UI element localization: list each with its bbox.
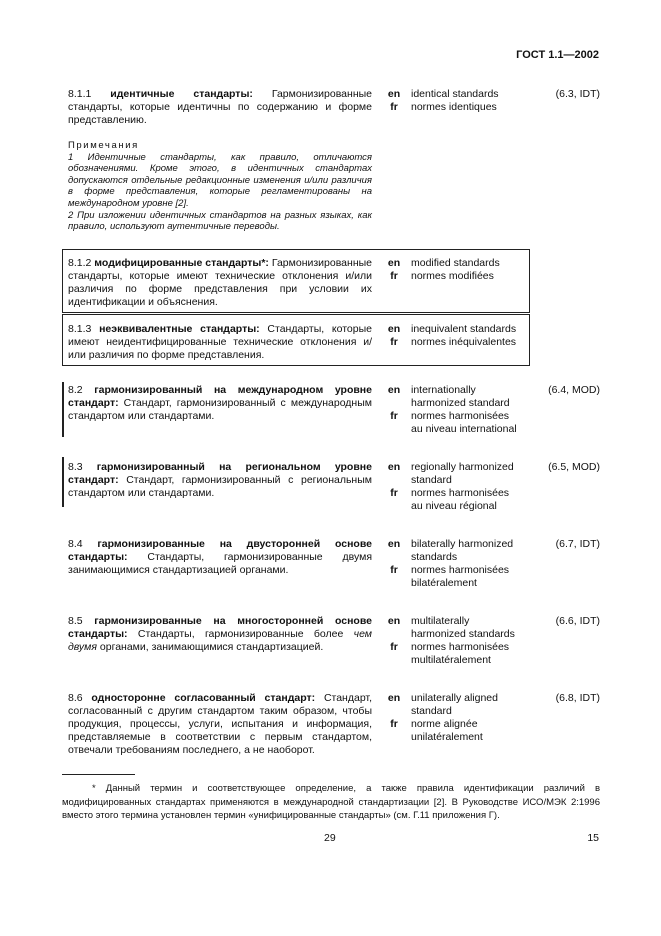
notes-title: Примечания <box>68 140 139 151</box>
french-equivalent: normes harmonisées au niveau international <box>411 410 517 435</box>
note-2: 2 При изложении идентичных стандартов на разных языках, как правило, используют аутентичные переводы. <box>68 209 372 233</box>
term-name: модифицированные стандарты*: <box>94 257 269 269</box>
english-equivalent: identical standards <box>411 88 499 100</box>
term-definition: Стандарты, которые имеют неидентифицированные технические отклонения и/или различия по форме представления. <box>68 323 372 361</box>
french-equivalent: norme alignée unilatéralement <box>411 718 483 743</box>
iso-reference: (6.5, MOD) <box>548 461 600 473</box>
english-equivalent: internationally harmonized standard <box>411 384 510 409</box>
english-equivalent: modified standards <box>411 257 500 269</box>
change-bar-8-2 <box>62 382 64 437</box>
term-definition: Стандарт, согласованный с другим стандартом таким образом, чтобы продукция, процессы, услуги, испытания и информация, представляемые в соответствии с первым стандартом, отвечали требованиям последнего, а не наоборот. <box>68 692 372 756</box>
footnote: * Данный термин и соответствующее определение, а также правила идентификации различий в модифицированных стандартах применяются в международной стандартизации [2]. В Руководстве ИСО/МЭК 2:1996 вместо этого термина установлен термин «унифицированные стандарты» (см. Г.11 приложения Г). <box>62 783 600 821</box>
term-name: гармонизированный на региональном уровне стандарт: <box>68 461 372 486</box>
term-name: идентичные стандарты: <box>110 88 253 100</box>
french-equivalent: normes harmonisées bilatéralement <box>411 564 510 589</box>
term-name: неэквивалентные стандарты: <box>99 323 260 335</box>
term-definition: Гармонизированные стандарты, которые имеют технические отклонения и/или различия по форме представления при условии их идентификации и объяснения. <box>68 257 372 308</box>
iso-reference: (6.3, IDT) <box>555 88 600 100</box>
term-name: гармонизированные на двусторонней основе стандарты: <box>68 538 373 563</box>
footnote-separator <box>62 774 135 775</box>
term-definition: Гармонизированные стандарты, которые идентичны по содержанию и форме представлению. <box>68 88 372 126</box>
english-equivalent: bilaterally harmonized standards <box>411 538 514 563</box>
iso-reference: (6.7, IDT) <box>555 538 600 550</box>
english-equivalent: inequivalent standards <box>411 323 517 335</box>
french-equivalent: normes harmonisées au niveau régional <box>411 487 510 512</box>
notes-block <box>68 140 372 233</box>
term-name: гармонизированный на международном уровне стандарт: <box>68 384 372 409</box>
french-equivalent: normes inéquivalentes <box>411 336 517 348</box>
english-equivalent: regionally harmonized standard <box>411 461 514 486</box>
page-number-right: 15 <box>587 832 599 844</box>
french-equivalent: normes harmonisées multilatéralement <box>411 641 510 666</box>
note-1: 1 Идентичные стандарты, как правило, отличаются обозначениями. Кроме этого, в идентичных стандартах допускаются отдельные редакционные изменения и/или различия в форме представления, которые регламентированы на международном уровне [2]. <box>68 151 372 209</box>
term-definition: Стандарт, гармонизированный с международным стандартом или стандартами. <box>68 397 372 422</box>
french-equivalent: normes identiques <box>411 101 497 113</box>
term-definition: Стандарты, гармонизированные более чем двумя органами, занимающимися стандартизацией. <box>68 628 372 653</box>
entry-term-text: 8.1.1 идентичные стандарты: Гармонизированные стандарты, которые идентичны по содержанию и форме представлению. <box>68 88 372 126</box>
document-code: ГОСТ 1.1—2002 <box>516 49 599 61</box>
term-name: гармонизированные на многосторонней основе стандарты: <box>68 615 372 640</box>
page-number-center: 29 <box>324 832 336 844</box>
english-equivalent: multilaterally harmonized standards <box>411 615 515 640</box>
change-bar-8-3 <box>62 457 64 507</box>
term-definition: Стандарты, гармонизированные двумя занимающимися стандартизацией органами. <box>68 551 372 576</box>
french-equivalent: normes modifiées <box>411 270 494 282</box>
iso-reference: (6.6, IDT) <box>555 615 600 627</box>
lang-codes: en fr <box>387 88 401 113</box>
term-name: односторонне согласованный стандарт: <box>91 692 316 704</box>
equivalents <box>411 88 523 114</box>
iso-reference: (6.8, IDT) <box>555 692 600 704</box>
term-definition: Стандарт, гармонизированный с региональным стандартом или стандартами. <box>68 474 372 499</box>
english-equivalent: unilaterally aligned standard <box>411 692 498 717</box>
iso-reference: (6.4, MOD) <box>548 384 600 396</box>
